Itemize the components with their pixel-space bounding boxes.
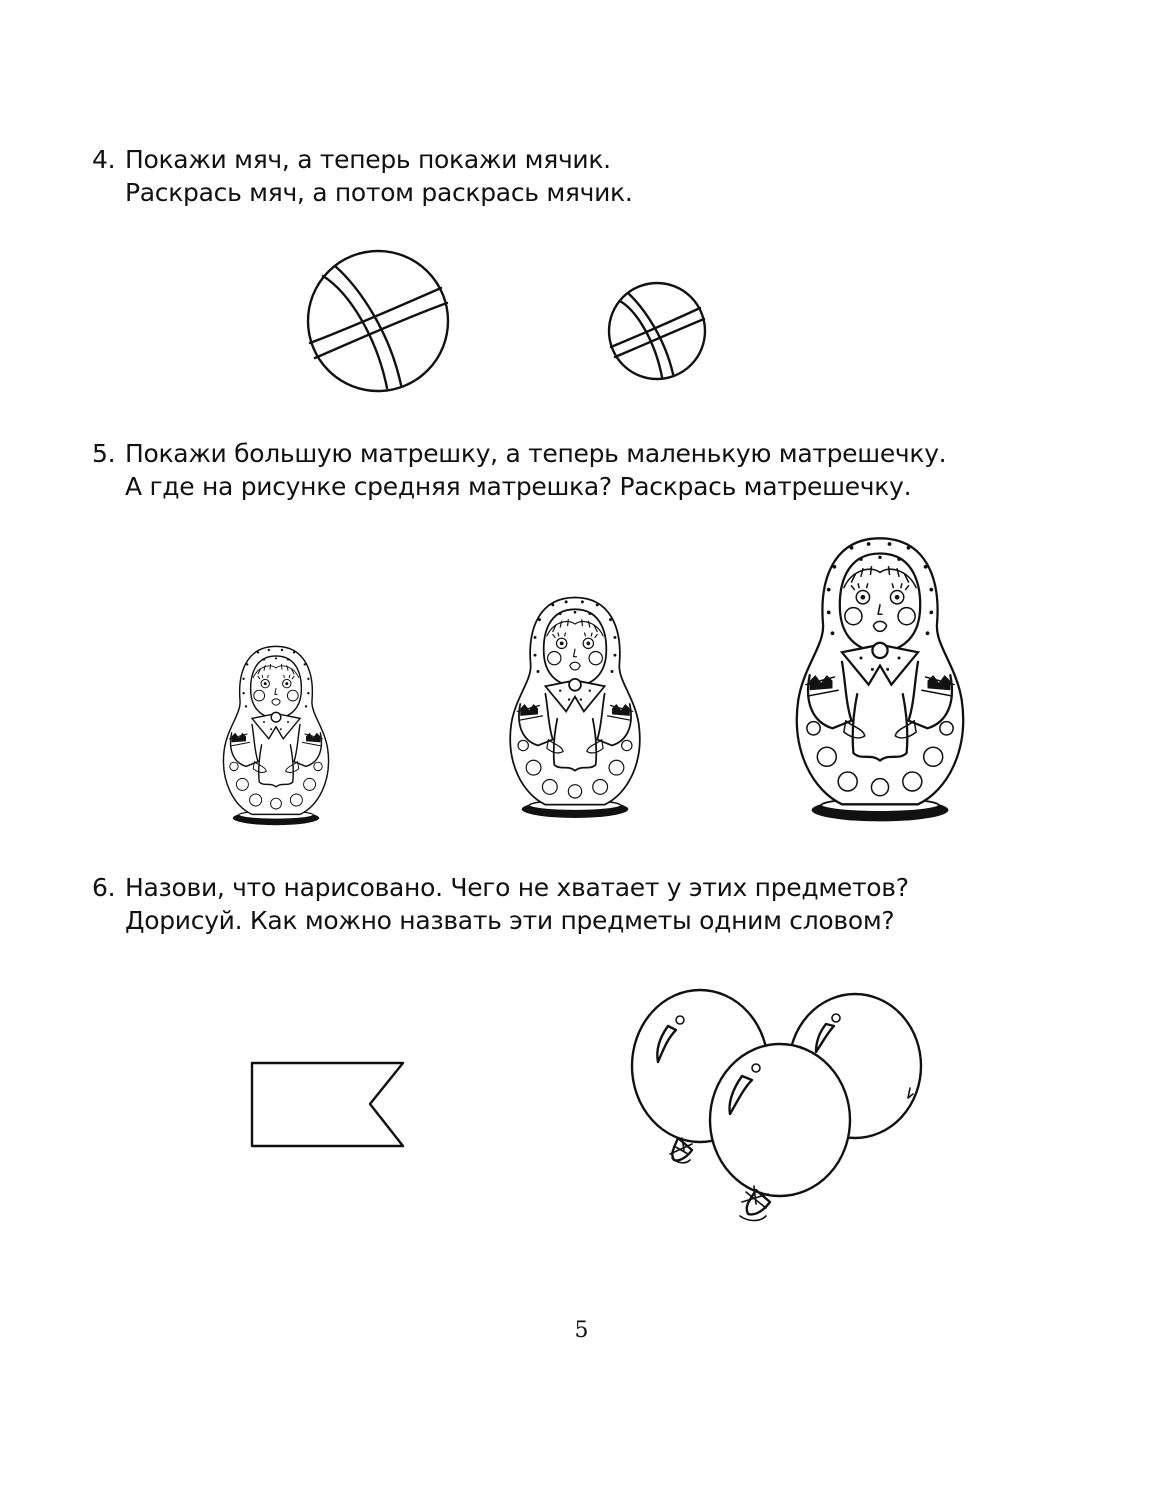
page-number: 5 [574, 1318, 589, 1343]
balloons-icon [630, 978, 930, 1226]
task-5-text-2: А где на рисунке средняя матрешка? Раскрась матрешечку. [125, 472, 912, 501]
task-4 [92, 143, 633, 209]
task-6-text-1: Назови, что нарисовано. Чего не хватает у этих предметов? [125, 873, 909, 902]
task-4-text-1: Покажи мяч, а теперь покажи мячик. [125, 145, 611, 174]
task-5-text-1: Покажи большую матрешку, а теперь маленькую матрешечку. [125, 439, 947, 468]
large-ball-icon [305, 248, 451, 394]
large-matryoshka-icon [785, 528, 975, 826]
task-5-number: 5. [92, 439, 116, 468]
medium-matryoshka-icon [501, 588, 649, 823]
task-4-number: 4. [92, 145, 116, 174]
task-6 [92, 871, 909, 937]
task-6-line-1 [92, 871, 909, 904]
flag-icon [248, 1060, 408, 1150]
task-4-text-2: Раскрась мяч, а потом раскрась мячик. [125, 178, 633, 207]
task-6-text-2: Дорисуй. Как можно назвать эти предметы одним словом? [125, 906, 895, 935]
small-matryoshka-icon [216, 638, 336, 830]
task-5-line-1 [92, 437, 946, 470]
task-5 [92, 437, 946, 503]
task-6-number: 6. [92, 873, 116, 902]
small-ball-icon [607, 281, 707, 381]
task-4-line-1 [92, 143, 633, 176]
